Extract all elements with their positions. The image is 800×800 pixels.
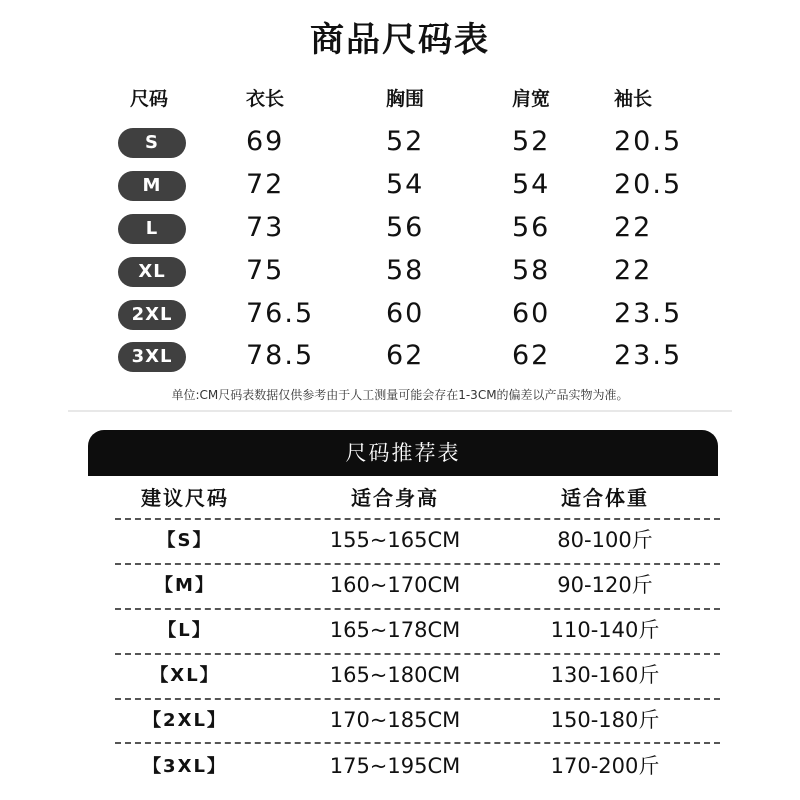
size-pill: XL	[118, 257, 186, 287]
header-sleeve: 袖长	[614, 88, 653, 110]
header-shoulder: 肩宽	[512, 88, 551, 110]
chest-value: 56	[386, 212, 425, 243]
size-pill: M	[118, 171, 186, 201]
weight-range: 130-160斤	[550, 663, 660, 687]
shoulder-value: 52	[512, 126, 551, 157]
shoulder-value: 62	[512, 340, 551, 371]
sleeve-value: 22	[614, 212, 653, 243]
header-weight: 适合体重	[561, 486, 649, 510]
height-range: 175~195CM	[329, 754, 461, 778]
sleeve-value: 22	[614, 255, 653, 286]
table-row	[0, 294, 800, 334]
height-range: 170~185CM	[329, 708, 461, 732]
weight-range: 80-100斤	[557, 528, 653, 552]
chest-value: 58	[386, 255, 425, 286]
weight-range: 110-140斤	[550, 618, 660, 642]
recommend-table-header	[0, 482, 800, 514]
length-value: 72	[246, 169, 285, 200]
header-length: 衣长	[246, 88, 285, 110]
table-row	[0, 653, 800, 698]
suggested-size: 【S】	[157, 530, 213, 551]
size-table-header	[0, 82, 800, 122]
measurement-note: 单位:CM尺码表数据仅供参考由于人工测量可能会存在1-3CM的偏差以产品实物为准。	[171, 388, 629, 402]
sleeve-value: 20.5	[614, 126, 683, 157]
length-value: 75	[246, 255, 285, 286]
weight-range: 150-180斤	[550, 708, 660, 732]
page-title: 商品尺码表	[310, 20, 490, 60]
suggested-size: 【2XL】	[143, 710, 227, 731]
size-pill: L	[118, 214, 186, 244]
suggested-size: 【M】	[155, 575, 215, 596]
chest-value: 62	[386, 340, 425, 371]
chest-value: 52	[386, 126, 425, 157]
shoulder-value: 58	[512, 255, 551, 286]
height-range: 165~178CM	[329, 618, 461, 642]
height-range: 160~170CM	[329, 573, 461, 597]
suggested-size: 【XL】	[150, 665, 220, 686]
table-row	[0, 563, 800, 608]
size-pill: 2XL	[118, 300, 186, 330]
table-row	[0, 165, 800, 205]
header-chest: 胸围	[386, 88, 425, 110]
height-range: 155~165CM	[329, 528, 461, 552]
size-pill: S	[118, 128, 186, 158]
header-size: 尺码	[130, 88, 169, 110]
shoulder-value: 56	[512, 212, 551, 243]
section-divider	[68, 410, 732, 412]
table-row	[0, 336, 800, 376]
table-row	[0, 208, 800, 248]
length-value: 76.5	[246, 298, 315, 329]
recommend-table-title: 尺码推荐表	[88, 430, 718, 476]
chest-value: 54	[386, 169, 425, 200]
size-pill: 3XL	[118, 342, 186, 372]
weight-range: 90-120斤	[557, 573, 653, 597]
suggested-size: 【3XL】	[143, 756, 227, 777]
header-height: 适合身高	[351, 486, 439, 510]
table-row	[0, 518, 800, 563]
shoulder-value: 60	[512, 298, 551, 329]
sleeve-value: 23.5	[614, 298, 683, 329]
chest-value: 60	[386, 298, 425, 329]
table-row	[0, 251, 800, 291]
suggested-size: 【L】	[158, 620, 212, 641]
table-row	[0, 698, 800, 743]
table-row	[0, 744, 800, 789]
shoulder-value: 54	[512, 169, 551, 200]
table-row	[0, 608, 800, 653]
sleeve-value: 20.5	[614, 169, 683, 200]
table-row	[0, 122, 800, 162]
length-value: 73	[246, 212, 285, 243]
length-value: 69	[246, 126, 285, 157]
length-value: 78.5	[246, 340, 315, 371]
weight-range: 170-200斤	[550, 754, 660, 778]
height-range: 165~180CM	[329, 663, 461, 687]
sleeve-value: 23.5	[614, 340, 683, 371]
header-suggested-size: 建议尺码	[141, 486, 229, 510]
